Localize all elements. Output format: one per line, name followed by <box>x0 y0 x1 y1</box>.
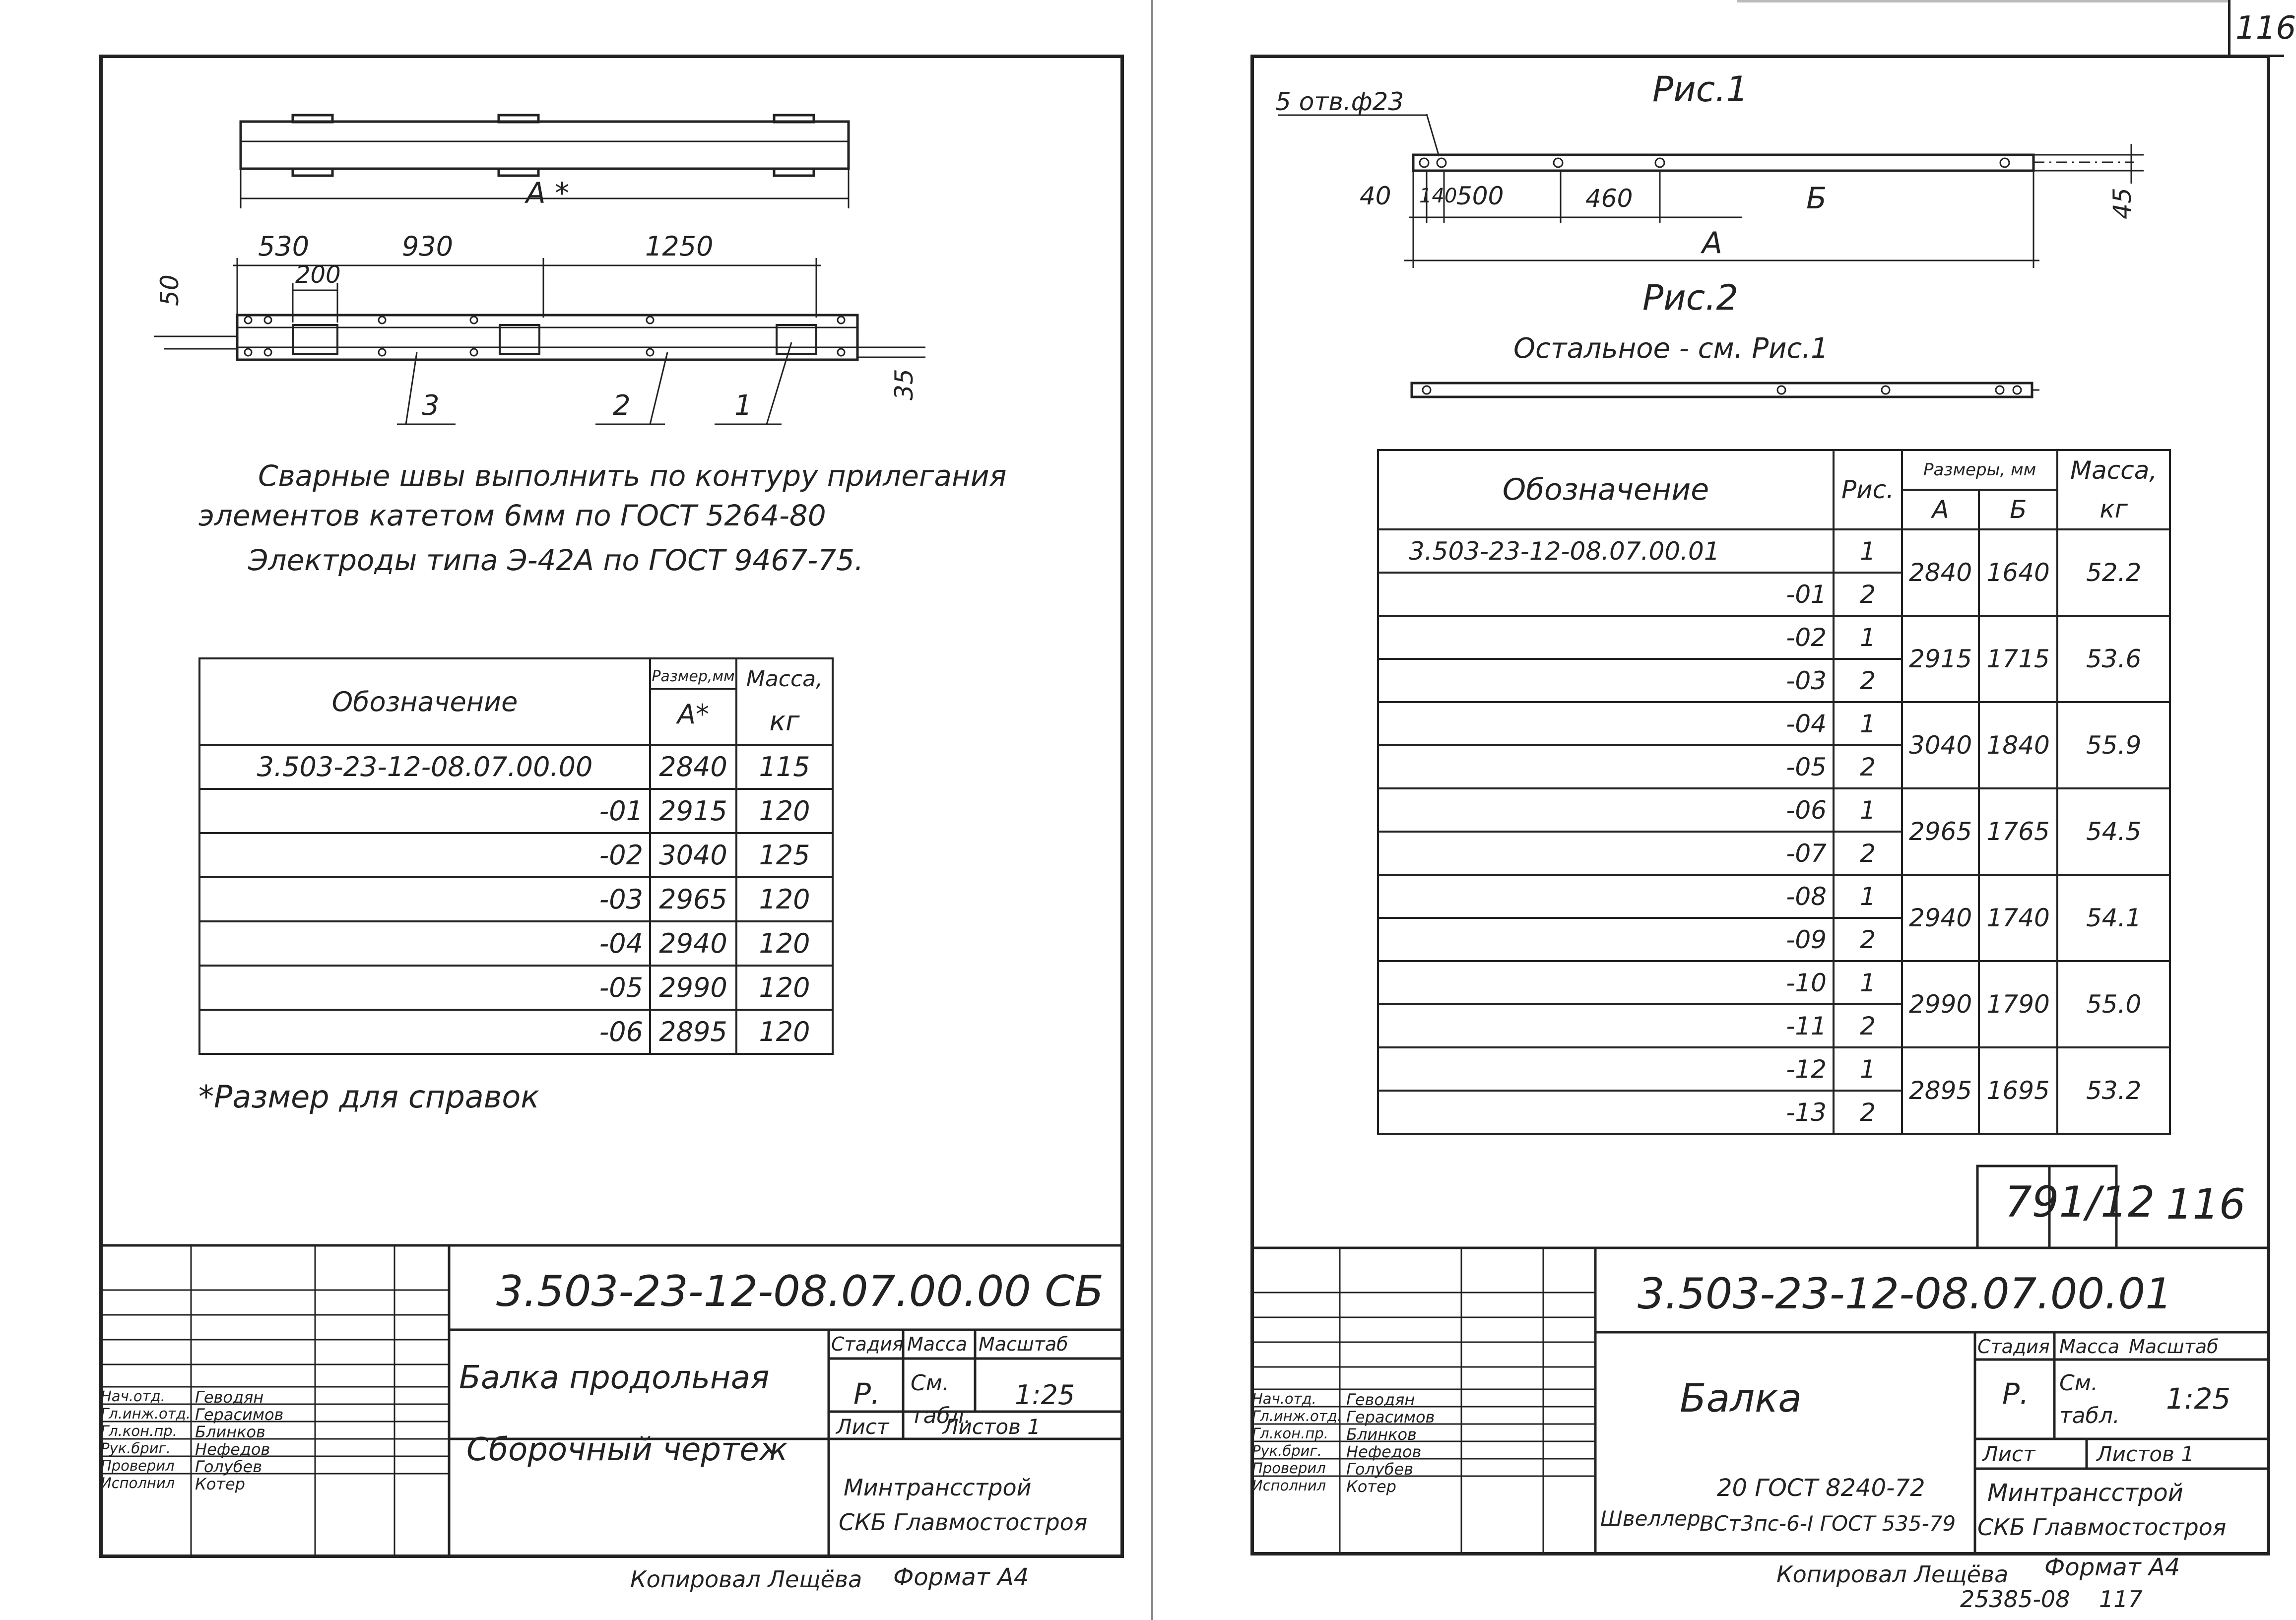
table-row <box>1378 961 2170 1004</box>
fig-cell: 2 <box>1834 832 1902 875</box>
right-org-1: Минтрансстрой <box>1987 1479 2183 1507</box>
fig-cell: 1 <box>1834 961 1902 1004</box>
right-mass: См. табл. <box>2059 1370 2120 1428</box>
size-cell: 2940 <box>650 921 736 966</box>
mass-cell: 120 <box>736 966 833 1010</box>
note-line-2: элементов катетом 6мм по ГОСТ 5264-80 <box>198 499 826 532</box>
designation-cell: -12 <box>1378 1047 1834 1091</box>
mass-cell: 54.5 <box>2057 788 2170 875</box>
size-B-cell: 1715 <box>1979 616 2057 702</box>
dim-1250: 1250 <box>645 231 714 262</box>
r-col-mass-header: Масса, <box>2057 450 2170 490</box>
dim-200: 200 <box>295 261 341 289</box>
stamp-name: Герасимов <box>1346 1408 1435 1426</box>
r-col-A: А <box>1902 490 1979 529</box>
size-cell: 2840 <box>650 745 736 789</box>
table-row <box>1378 702 2170 745</box>
stamp-role: Гл.кон.пр. <box>101 1423 177 1439</box>
right-title: Балка <box>1680 1376 1802 1421</box>
left-sheets: Листов 1 <box>943 1415 1041 1439</box>
fig-cell: 2 <box>1834 573 1902 616</box>
dim-50: 50 <box>155 274 184 306</box>
sheet-ref: 791/12 <box>2005 1177 2155 1227</box>
size-cell: 2895 <box>650 1010 736 1054</box>
right-copied: Копировал Лещёва <box>1776 1561 2009 1588</box>
fig-cell: 1 <box>1834 529 1902 573</box>
left-h-stage: Стадия <box>831 1333 904 1355</box>
table-row <box>199 745 833 789</box>
designation-cell: -04 <box>1378 702 1834 745</box>
size-cell: 3040 <box>650 833 736 877</box>
table-row <box>199 789 833 833</box>
material-2: ВСт3пс-6-I ГОСТ 535-79 <box>1700 1511 1956 1536</box>
right-scale: 1:25 <box>2166 1382 2231 1416</box>
fig1-holes: 5 отв.ф23 <box>1275 87 1404 116</box>
mass-cell: 120 <box>736 921 833 966</box>
beam-top-view <box>241 122 849 169</box>
designation-cell: -03 <box>1378 659 1834 702</box>
sheet-no: 116 <box>2166 1180 2246 1229</box>
fig1-dA: А <box>1702 226 1723 260</box>
table-row <box>1378 1047 2170 1091</box>
designation-cell: -11 <box>1378 1004 1834 1047</box>
size-cell: 2965 <box>650 877 736 921</box>
r-col-B: Б <box>1979 490 2057 529</box>
right-spec-table <box>1377 449 2171 1135</box>
mass-cell: 115 <box>736 745 833 789</box>
mass-cell: 55.9 <box>2057 702 2170 788</box>
designation-cell: -06 <box>199 1010 650 1054</box>
mass-cell: 54.1 <box>2057 875 2170 961</box>
size-A-cell: 2915 <box>1902 616 1979 702</box>
designation-cell: 3.503-23-12-08.07.00.00 <box>199 745 650 789</box>
col-size-sub: А* <box>677 698 709 730</box>
mass-cell: 55.0 <box>2057 961 2170 1047</box>
table-row <box>199 966 833 1010</box>
material-label: Швеллер <box>1600 1506 1701 1531</box>
dim-35: 35 <box>889 369 918 400</box>
designation-cell: -02 <box>1378 616 1834 659</box>
fig1-d460: 460 <box>1585 184 1633 213</box>
left-title-1: Балка продольная <box>459 1360 770 1396</box>
size-A-cell: 2990 <box>1902 961 1979 1047</box>
footnote: *Размер для справок <box>198 1079 539 1115</box>
right-doc-code: 3.503-23-12-08.07.00.01 <box>1638 1269 2172 1319</box>
fig2-note: Остальное - см. Рис.1 <box>1513 332 1829 365</box>
fig1-d140: 140 <box>1419 185 1457 207</box>
right-h-stage: Стадия <box>1977 1336 2050 1358</box>
stamp-name: Голубев <box>1346 1460 1414 1479</box>
fig-cell: 2 <box>1834 745 1902 788</box>
left-format: Формат А4 <box>893 1563 1029 1591</box>
archive-number-2: 117 <box>2099 1586 2143 1613</box>
right-h-mass: Масса <box>2059 1336 2120 1358</box>
r-col-sizes-header: Размеры, мм <box>1902 450 2057 490</box>
size-A-cell: 3040 <box>1902 702 1979 788</box>
corner-number: 116 <box>2235 10 2296 47</box>
table-row <box>199 877 833 921</box>
stamp-role: Нач.отд. <box>101 1388 165 1405</box>
left-copied: Копировал Лещёва <box>630 1566 862 1593</box>
designation-cell: -10 <box>1378 961 1834 1004</box>
right-h-scale: Масштаб <box>2129 1336 2219 1358</box>
mass-cell: 120 <box>736 1010 833 1054</box>
fig1-d500: 500 <box>1456 182 1504 210</box>
size-B-cell: 1840 <box>1979 702 2057 788</box>
left-spec-table <box>198 657 834 1055</box>
right-sheets: Листов 1 <box>2097 1442 2194 1466</box>
r-col-designation-header: Обозначение <box>1378 450 1834 529</box>
designation-cell: -08 <box>1378 875 1834 918</box>
material-1: 20 ГОСТ 8240-72 <box>1717 1474 1925 1502</box>
dim-530: 530 <box>258 231 310 262</box>
fig2-title: Рис.2 <box>1642 277 1738 318</box>
mass-cell: 120 <box>736 877 833 921</box>
stamp-name: Котер <box>195 1475 245 1493</box>
fig-cell: 1 <box>1834 616 1902 659</box>
stamp-name: Голубев <box>195 1457 262 1476</box>
fig1-d45: 45 <box>2107 188 2137 219</box>
col-designation-header: Обозначение <box>199 658 650 745</box>
fig1-dB: Б <box>1806 181 1827 216</box>
leader-1: 1 <box>734 389 752 422</box>
size-B-cell: 1640 <box>1979 529 2057 616</box>
table-row <box>1378 616 2170 659</box>
table-row <box>1378 788 2170 832</box>
size-A-cell: 2940 <box>1902 875 1979 961</box>
designation-cell: -06 <box>1378 788 1834 832</box>
designation-cell: -09 <box>1378 918 1834 961</box>
designation-cell: -05 <box>199 966 650 1010</box>
stamp-role: Нач.отд. <box>1252 1390 1316 1407</box>
designation-cell: -13 <box>1378 1091 1834 1134</box>
leader-3: 3 <box>422 389 440 422</box>
r-col-fig-header: Рис. <box>1834 450 1902 529</box>
note-line-3: Электроды типа Э-42А по ГОСТ 9467-75. <box>248 543 864 577</box>
col-mass-header: Масса, <box>746 666 823 692</box>
stamp-role: Проверил <box>1252 1460 1326 1477</box>
left-scale: 1:25 <box>1015 1379 1075 1411</box>
fig-cell: 1 <box>1834 1047 1902 1091</box>
left-h-mass: Масса <box>907 1333 968 1355</box>
dim-A: A * <box>526 176 570 210</box>
table-row <box>199 921 833 966</box>
designation-cell: -01 <box>199 789 650 833</box>
left-org-2: СКБ Главмостостроя <box>839 1509 1088 1536</box>
size-B-cell: 1765 <box>1979 788 2057 875</box>
stamp-name: Герасимов <box>195 1405 284 1424</box>
fig-cell: 2 <box>1834 1091 1902 1134</box>
fig-cell: 2 <box>1834 918 1902 961</box>
table-row <box>199 833 833 877</box>
size-A-cell: 2965 <box>1902 788 1979 875</box>
mass-cell: 120 <box>736 789 833 833</box>
mass-cell: 125 <box>736 833 833 877</box>
fig1-title: Рис.1 <box>1652 69 1748 110</box>
stamp-role: Гл.кон.пр. <box>1252 1425 1328 1442</box>
table-row <box>1378 529 2170 573</box>
fig1-d40: 40 <box>1360 182 1391 210</box>
stamp-role: Исполнил <box>1252 1477 1326 1494</box>
note-line-1: Сварные швы выполнить по контуру прилегания <box>258 459 1007 493</box>
stamp-name: Геводян <box>195 1388 264 1407</box>
size-A-cell: 2840 <box>1902 529 1979 616</box>
size-B-cell: 1740 <box>1979 875 2057 961</box>
stamp-role: Рук.бриг. <box>101 1440 171 1457</box>
stamp-name: Нефедов <box>195 1440 270 1459</box>
table-row <box>199 1010 833 1054</box>
stamp-role: Исполнил <box>101 1475 175 1491</box>
right-stage: Р. <box>2002 1377 2029 1411</box>
stamp-name: Блинков <box>1346 1425 1417 1444</box>
designation-cell: -02 <box>199 833 650 877</box>
fig-cell: 1 <box>1834 702 1902 745</box>
fig-cell: 2 <box>1834 659 1902 702</box>
left-stage: Р. <box>853 1377 880 1411</box>
stamp-name: Нефедов <box>1346 1442 1422 1461</box>
table-row <box>1378 875 2170 918</box>
left-sheet-label: Лист <box>836 1415 889 1439</box>
size-A-cell: 2895 <box>1902 1047 1979 1134</box>
left-org-1: Минтрансстрой <box>844 1474 1032 1501</box>
stamp-name: Котер <box>1346 1477 1396 1496</box>
size-cell: 2915 <box>650 789 736 833</box>
stamp-role: Проверил <box>101 1457 175 1474</box>
fig-cell: 1 <box>1834 875 1902 918</box>
left-mass: См. табл. <box>911 1370 971 1428</box>
col-mass-sub: кг <box>769 706 800 737</box>
designation-cell: -01 <box>1378 573 1834 616</box>
size-B-cell: 1790 <box>1979 961 2057 1047</box>
stamp-name: Блинков <box>195 1423 265 1441</box>
archive-number: 25385-08 <box>1960 1586 2070 1613</box>
fig-cell: 2 <box>1834 1004 1902 1047</box>
size-cell: 2990 <box>650 966 736 1010</box>
dim-930: 930 <box>402 231 454 262</box>
left-doc-code: 3.503-23-12-08.07.00.00 СБ <box>496 1267 1104 1316</box>
left-title-2: Сборочный чертеж <box>466 1431 788 1468</box>
right-org-2: СКБ Главмостостроя <box>1977 1514 2227 1541</box>
size-B-cell: 1695 <box>1979 1047 2057 1134</box>
designation-cell: -04 <box>199 921 650 966</box>
mass-cell: 53.2 <box>2057 1047 2170 1134</box>
designation-cell: -05 <box>1378 745 1834 788</box>
stamp-name: Геводян <box>1346 1390 1415 1409</box>
right-format: Формат А4 <box>2044 1554 2180 1581</box>
col-size-header: Размер,мм <box>651 665 735 690</box>
designation-cell: 3.503-23-12-08.07.00.01 <box>1378 529 1834 573</box>
r-col-mass-sub: кг <box>2057 490 2170 529</box>
mass-cell: 52.2 <box>2057 529 2170 616</box>
left-h-scale: Масштаб <box>979 1333 1068 1355</box>
fig-cell: 1 <box>1834 788 1902 832</box>
stamp-role: Гл.инж.отд. <box>1252 1408 1342 1425</box>
stamp-role: Гл.инж.отд. <box>101 1405 191 1422</box>
stamp-role: Рук.бриг. <box>1252 1442 1322 1459</box>
designation-cell: -03 <box>199 877 650 921</box>
designation-cell: -07 <box>1378 832 1834 875</box>
mass-cell: 53.6 <box>2057 616 2170 702</box>
right-sheet-label: Лист <box>1982 1442 2035 1466</box>
leader-2: 2 <box>613 389 631 422</box>
